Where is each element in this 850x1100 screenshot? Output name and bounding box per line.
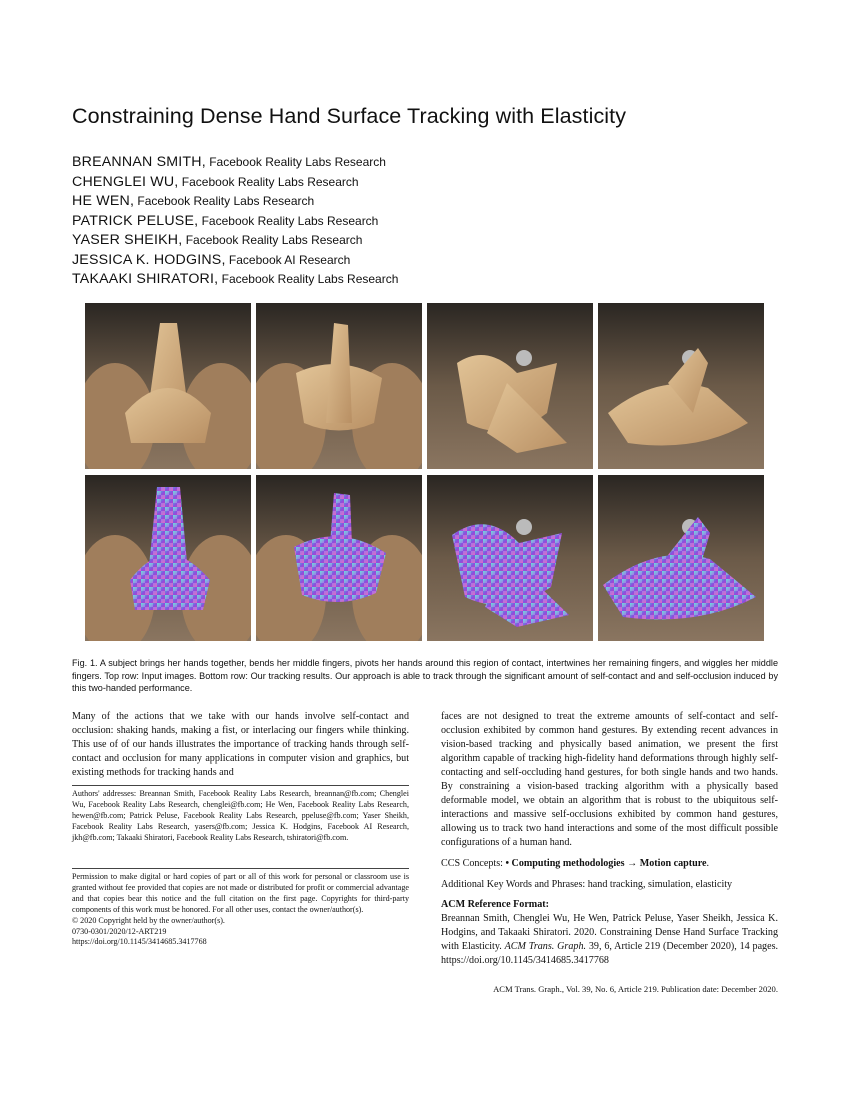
- input-image-4: [598, 303, 764, 469]
- author-name: HE WEN,: [72, 193, 135, 209]
- permission-block: [72, 872, 409, 948]
- abstract-text: faces are not designed to treat the extreme amounts of self-contact and self-occlusion exhibited by common hand gestures. By extending recent advances in vision-based tracking and physically based animation, we present the first algorithm capable of tracking high-fidelity hand deformations through highly self-contacting and self-occluding hand gestures, for both single hands and two hands. By constraining a vision-based tracking algorithm with a physically based deformable model, we obtain an algorithm that is robust to the ubiquitous self-interactions and massive self-occlusions exhibited by common hand gestures, allowing us to track two hand interactions and some of the most difficult possible configurations of a human hand.: [441, 711, 778, 848]
- author-line: [72, 172, 398, 192]
- abstract-left-column: [72, 710, 409, 780]
- author-affiliation: Facebook Reality Labs Research: [198, 213, 379, 228]
- tracking-result-1: [85, 475, 251, 641]
- keywords: Additional Key Words and Phrases: hand tracking, simulation, elasticity: [441, 879, 733, 890]
- ccs-suffix: .: [706, 858, 710, 869]
- author-name: YASER SHEIKH,: [72, 232, 183, 248]
- author-affiliation: Facebook Reality Labs Research: [205, 155, 386, 169]
- ccs-concepts: [441, 857, 778, 871]
- tracking-result-3: [427, 475, 593, 641]
- copyright: © 2020 Copyright held by the owner/author(s).: [72, 915, 225, 925]
- input-image-3: [427, 303, 593, 469]
- page-footer: ACM Trans. Graph., Vol. 39, No. 6, Article 219. Publication date: December 2020.: [493, 984, 778, 994]
- abstract-right-column: [441, 710, 778, 968]
- doi-link[interactable]: https://doi.org/10.1145/3414685.3417768: [72, 937, 207, 947]
- authors-addresses: Authors' addresses: Breannan Smith, Facebook Reality Labs Research, breannan@fb.com; Chenglei Wu, Facebook Reality Labs Research, chenglei@fb.com; He Wen, Facebook Reality Labs Research, hewen@fb.com; Patrick Peluse, Facebook Reality Labs Research, ppeluse@fb.com; Yaser Sheikh, Facebook Reality Labs Research, yasers@fb.com; Jessica K. Hodgins, Facebook AI Research, jkh@fb.com; Takaaki Shiratori, Facebook Reality Labs Research, tshiratori@fb.com.: [72, 789, 409, 842]
- author-line: [72, 230, 398, 250]
- author-name: PATRICK PELUSE,: [72, 212, 199, 229]
- author-list: [72, 152, 398, 289]
- author-affiliation: Facebook AI Research: [225, 252, 351, 267]
- ccs-concepts-value: • Computing methodologies → Motion capture: [505, 858, 707, 869]
- input-image-1: [85, 303, 251, 469]
- input-image-2: [256, 303, 422, 469]
- paper-title: Constraining Dense Hand Surface Tracking with Elasticity: [72, 104, 627, 128]
- acm-reference-part: 39, 6, Article 219 (December 2020), 14 pages. https://doi.org/10.1145/3414685.3417768: [441, 941, 779, 966]
- author-line: [72, 250, 398, 270]
- figure-caption: Fig. 1. A subject brings her hands together, bends her middle fingers, pivots her hands around this region of contact, intertwines her remaining fingers, and wiggles her middle fingers. Top row: Input images. Bottom row: Our tracking results. Our approach is able to track through the significant amount of self-contact and and self-occlusion induced by this two-handed performance.: [72, 658, 778, 694]
- acm-reference: [441, 912, 778, 968]
- acm-reference-part: Breannan Smith, Chenglei Wu, He Wen, Patrick Peluse, Yaser Sheikh, Jessica K. Hodgins, and Takaaki Shiratori. 2020. Constraining Dense Hand Surface Tracking with Elasticity.: [441, 913, 778, 952]
- author-affiliation: Facebook Reality Labs Research: [134, 194, 315, 208]
- author-name: BREANNAN SMITH,: [72, 154, 206, 170]
- author-affiliation: Facebook Reality Labs Research: [178, 174, 359, 189]
- divider: [72, 868, 409, 869]
- author-line: [72, 152, 398, 172]
- acm-reference-journal: ACM Trans. Graph.: [504, 941, 587, 952]
- issn: 0730-0301/2020/12-ART219: [72, 926, 167, 936]
- acm-reference-heading: ACM Reference Format:: [441, 899, 549, 910]
- permission-text: Permission to make digital or hard copies of part or all of this work for personal or classroom use is granted without fee provided that copies are not made or distributed for profit or commercial advantage and that copies bear this notice and the full citation on the first page. Copyrights for third-party components of this work must be honored. For all other uses, contact the owner/author(s).: [72, 872, 409, 914]
- figure-1: [85, 303, 765, 641]
- author-line: [72, 269, 398, 289]
- tracking-result-2: [256, 475, 422, 641]
- author-affiliation: Facebook Reality Labs Research: [218, 272, 399, 286]
- author-name: JESSICA K. HODGINS,: [72, 251, 226, 268]
- tracking-result-4: [598, 475, 764, 641]
- author-line: [72, 211, 398, 231]
- ccs-prefix: CCS Concepts:: [441, 858, 506, 869]
- author-name: TAKAAKI SHIRATORI,: [72, 271, 219, 287]
- divider: [72, 785, 409, 786]
- abstract-text: Many of the actions that we take with our hands involve self-contact and occlusion: shaking hands, making a fist, or interlacing our fingers while thinking. This use of of our hands illustrates the importance of tracking hands through self-contact and occlusion for many applications in computer vision and graphics, but existing methods for tracking hands and: [72, 711, 409, 778]
- author-name: CHENGLEI WU,: [72, 173, 179, 190]
- author-line: [72, 191, 398, 211]
- author-affiliation: Facebook Reality Labs Research: [182, 233, 363, 247]
